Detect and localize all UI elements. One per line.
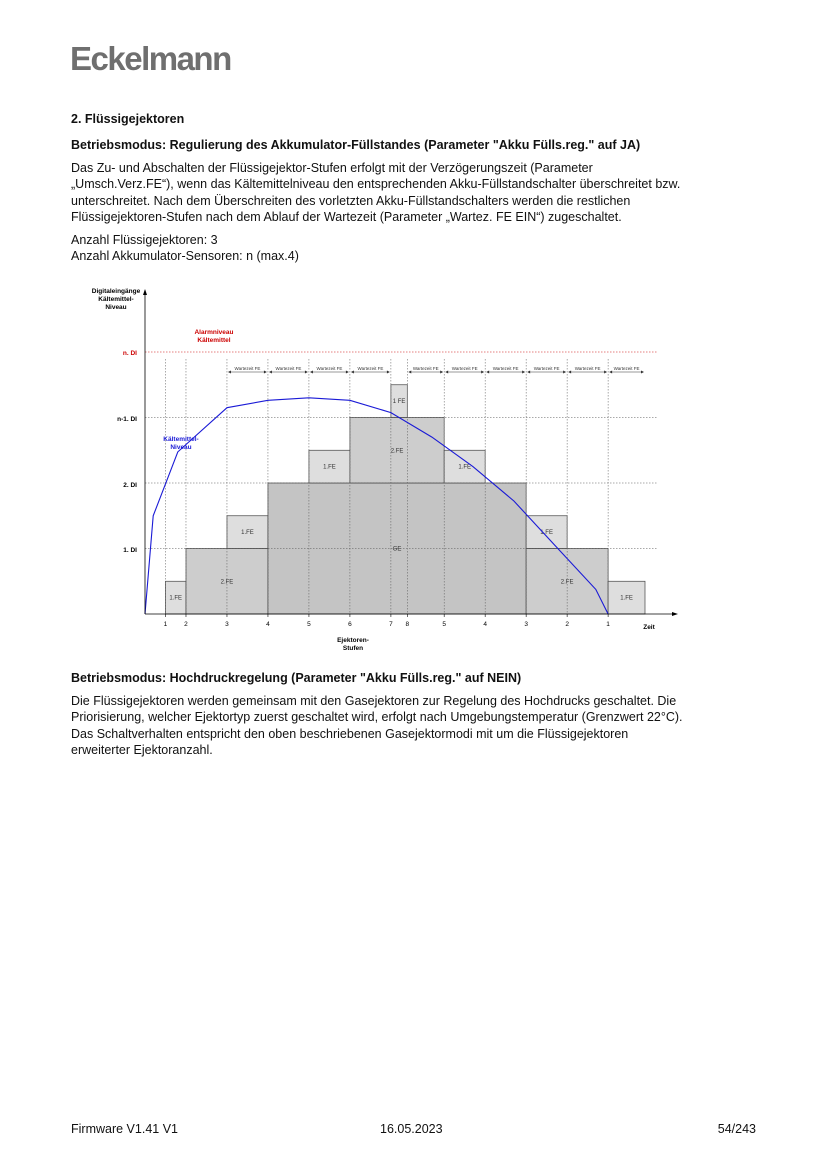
section-title: 2. Flüssigejektoren	[71, 112, 185, 126]
wait-label: Wartezeit FE	[316, 366, 343, 371]
x-tick-label: 6	[348, 621, 352, 628]
level-label-n: n. DI	[122, 350, 137, 357]
mode2-line: Priorisierung, welcher Ejektortyp zuerst geschaltet wird, erfolgt nach Umgebungstemperatur (Grenzwert 22°C).	[71, 710, 683, 725]
x-tick-label: 3	[225, 621, 229, 628]
wait-arrowhead	[563, 371, 566, 374]
wait-label: Wartezeit FE	[234, 366, 261, 371]
wait-arrowhead	[527, 371, 530, 374]
mode1-line: unterschreitet. Nach dem Überschreiten des vorletzten Akku-Füllstandschalters werden die restlichen	[71, 193, 631, 208]
wait-label: Wartezeit FE	[613, 366, 640, 371]
wait-arrowhead	[641, 371, 644, 374]
mode1-paragraph	[71, 160, 761, 226]
footer-page: 54/243	[717, 1122, 756, 1136]
footer-date: 16.05.2023	[380, 1122, 443, 1136]
level-label-1: 1. DI	[123, 547, 137, 554]
level-diagram	[70, 284, 690, 654]
x-ticks-layer	[164, 614, 611, 628]
wait-arrowhead	[264, 371, 267, 374]
x-tick-label: 4	[483, 621, 487, 628]
y-axis-arrow	[143, 289, 147, 295]
wait-label: Wartezeit FE	[533, 366, 560, 371]
x-tick-label: 5	[307, 621, 311, 628]
wait-arrowhead	[522, 371, 525, 374]
wait-arrowhead	[408, 371, 411, 374]
chart-block-label: 1.FE	[169, 595, 183, 602]
x-tick-label: 5	[442, 621, 446, 628]
x-tick-label: 3	[524, 621, 528, 628]
chart-block-label: 1.FE	[458, 464, 472, 471]
x-end-label: Zeit	[643, 624, 655, 631]
wait-label: Wartezeit FE	[451, 366, 478, 371]
wait-arrowhead	[228, 371, 231, 374]
alarm-label-1: Alarmniveau	[194, 329, 234, 336]
chart-block-label: 2.FE	[560, 579, 574, 586]
wait-arrowhead	[604, 371, 607, 374]
x-tick-label: 4	[266, 621, 270, 628]
footer-firmware: Firmware V1.41 V1	[71, 1122, 178, 1136]
y-axis-label-3: Niveau	[105, 304, 127, 311]
wait-arrowhead	[305, 371, 308, 374]
x-axis-label-1: Ejektoren-	[337, 637, 369, 644]
mode1-line: Das Zu- und Abschalten der Flüssigejektor-Stufen erfolgt mit der Verzögerungszeit (Parameter	[71, 161, 593, 175]
x-tick-label: 2	[565, 621, 569, 628]
wait-label: Wartezeit FE	[574, 366, 601, 371]
mode1-info	[71, 232, 761, 265]
blocks-layer	[165, 385, 645, 614]
wait-label: Wartezeit FE	[492, 366, 519, 371]
wait-arrowhead	[351, 371, 354, 374]
mode2-heading: Betriebsmodus: Hochdruckregelung (Parameter "Akku Fülls.reg." auf NEIN)	[71, 671, 522, 685]
chart-block-label: 1.FE	[323, 464, 336, 471]
x-tick-label: 2	[184, 621, 188, 628]
mode2-line: Das Schaltverhalten entspricht den oben beschriebenen Gasejektormodi mit um die Flüssigejektoren	[71, 726, 629, 741]
chart-block-label: 1.FE	[241, 530, 254, 537]
x-axis-arrow	[672, 612, 678, 616]
mode2-paragraph	[71, 693, 761, 759]
wait-label: Wartezeit FE	[275, 366, 302, 371]
mode1-heading: Betriebsmodus: Regulierung des Akkumulator-Füllstandes (Parameter "Akku Fülls.reg." auf JA)	[71, 138, 641, 152]
wait-arrowhead	[346, 371, 349, 374]
x-tick-label: 1	[606, 621, 610, 628]
y-axis-label-1: Digitaleingänge	[91, 288, 141, 295]
wait-layer	[228, 366, 644, 374]
chart-block-label: 1 FE	[392, 399, 406, 406]
level-label-n-1: n-1. DI	[117, 416, 137, 423]
mode1-line: Flüssigejektoren-Stufen nach dem Ablauf der Wartezeit (Parameter „Wartez. FE EIN“) zugeschaltet.	[71, 210, 622, 225]
wait-arrowhead	[310, 371, 313, 374]
level-label-2: 2. DI	[123, 482, 137, 489]
wait-label: Wartezeit FE	[412, 366, 439, 371]
chart-block-label: 1.FE	[540, 530, 553, 537]
chart-block-label: 1.FE	[620, 595, 633, 602]
x-tick-label: 1	[163, 621, 168, 628]
chart-block-label: GE	[392, 546, 402, 553]
eckelmann-logo: Eckelmann	[70, 40, 231, 77]
mode1-line: „Umsch.Verz.FE“), wenn das Kältemittelniveau den entsprechenden Akku-Füllstandschalter überschreitet bzw.	[71, 177, 681, 192]
mode2-line: erweiterter Ejektoranzahl.	[71, 743, 213, 758]
alarm-label-2: Kältemittel	[197, 337, 231, 344]
sensor-count: Anzahl Akkumulator-Sensoren: n (max.4)	[71, 249, 299, 264]
chart-block-label: 2.FE	[220, 579, 234, 586]
chart-block-label: 2.FE	[390, 448, 404, 455]
curve-label-2: Niveau	[170, 444, 192, 451]
wait-arrowhead	[440, 371, 443, 374]
ejector-count: Anzahl Flüssigejektoren: 3	[71, 233, 218, 247]
wait-arrowhead	[481, 371, 484, 374]
wait-arrowhead	[486, 371, 489, 374]
y-axis-label-2: Kältemittel-	[98, 296, 134, 303]
wait-arrowhead	[445, 371, 448, 374]
wait-label: Wartezeit FE	[357, 366, 384, 371]
wait-arrowhead	[387, 371, 390, 374]
x-tick-label: 7	[389, 621, 393, 628]
curve-label-1: Kältemittel-	[163, 436, 199, 443]
x-tick-label: 8	[405, 621, 410, 628]
mode2-line: Die Flüssigejektoren werden gemeinsam mit den Gasejektoren zur Regelung des Hochdrucks geschaltet. Die	[71, 694, 677, 708]
wait-arrowhead	[269, 371, 272, 374]
x-axis-label-2: Stufen	[342, 645, 364, 652]
wait-arrowhead	[609, 371, 612, 374]
wait-arrowhead	[568, 371, 571, 374]
